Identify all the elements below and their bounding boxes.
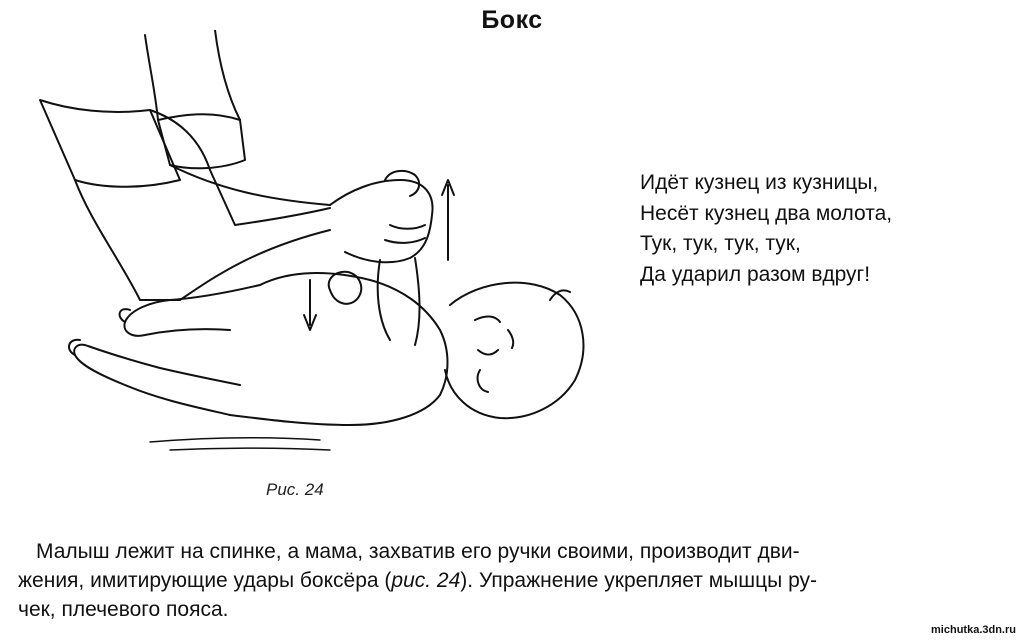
baby-face (475, 316, 513, 354)
mother-fingers (385, 225, 425, 243)
poem (640, 168, 1010, 290)
description-line (18, 566, 1014, 595)
poem-line: Идёт кузнец из кузницы, (640, 171, 879, 194)
description-line: чек, плечевого пояса. (18, 598, 229, 621)
poem-line: Несёт кузнец два молота, (640, 201, 893, 225)
mother-right-arm (170, 165, 330, 205)
description-text: жения, имитирующие удары боксёра ( (18, 569, 392, 592)
mother-left-arm (75, 180, 330, 300)
description-line: Малыш лежит на спинке, а мама, захватив его ручки своими, производит дви- (36, 540, 800, 563)
baby-fist-up (385, 171, 419, 196)
mother-hand (330, 180, 433, 262)
site-watermark: michutka.3dn.ru (931, 624, 1016, 636)
baby-body (230, 273, 448, 425)
baby-ear (478, 370, 488, 392)
mother-right-arm-top (145, 35, 158, 120)
figure-reference: рис. 24 (391, 569, 461, 592)
baby-head (445, 283, 583, 419)
baby-leg-lower (74, 345, 240, 415)
baby-fist-low (329, 272, 362, 304)
figure-caption: Рис. 24 (266, 480, 324, 499)
baby-boxing-illustration (30, 30, 590, 460)
floor-lines (150, 438, 330, 450)
poem-line: Тук, тук, тук, тук, (640, 232, 801, 255)
description-text: ). Упражнение укрепляет мышцы ру- (460, 569, 817, 592)
page-title: Бокс (481, 6, 543, 34)
exercise-description (18, 537, 1014, 624)
poem-line: Да ударил разом вдруг! (640, 262, 871, 286)
mother-right-arm-top-2 (215, 30, 240, 120)
